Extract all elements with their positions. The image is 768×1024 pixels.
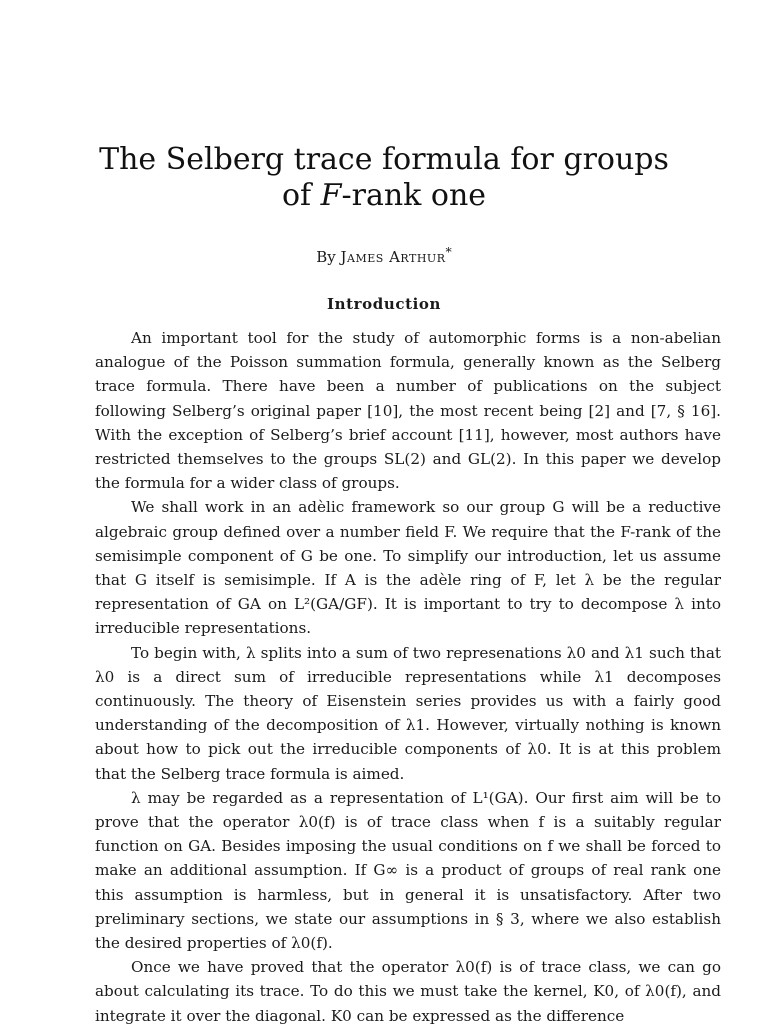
body-text — [95, 326, 721, 1024]
author-prefix: By — [316, 248, 341, 266]
author-line — [0, 242, 768, 267]
paragraph-4: λ may be regarded as a representation of L¹(GA). Our first aim will be to prove that the operator λ0(f) is of trace class when f is a suitably regular function on GA. Besides imposing the usual conditions on f we shall be forced to make an additional assumption. If G∞ is a product of groups of real rank one this assumption is harmless, but in general it is unsatisfactory. After two preliminary sections, we state our assumptions in § 3, where we also establish the desired properties of λ0(f). — [95, 788, 721, 953]
paragraph-5: Once we have proved that the operator λ0(f) is of trace class, we can go about calculating its trace. To do this we must take the kernel, K0, of λ0(f), and integrate it over the diagonal. K0 can be expressed as the difference — [95, 958, 721, 1024]
title-line-2-italic: F — [320, 178, 342, 213]
author-name: James Arthur — [340, 248, 446, 266]
title-line-2-prefix: of — [281, 178, 321, 213]
paragraph-2: We shall work in an adèlic framework so our group G will be a reductive algebraic group defined over a number field F. We require that the F-rank of the semisimple component of G be one. To simplify our introduction, let us assume that G itself is semisimple. If A is the adèle ring of F, let λ be the regular representation of GA on L²(GA/GF). It is important to try to decompose λ into irreducible representations. — [95, 498, 721, 638]
section-heading: Introduction — [326, 295, 442, 313]
title-line-1: The Selberg trace formula for groups — [99, 142, 669, 177]
title-line-2-suffix: -rank one — [341, 178, 487, 213]
paragraph-1: An important tool for the study of automorphic forms is a non-abelian analogue of the Poisson summation formula, generally known as the Selberg trace formula. There have been a number of publications on the subject following Selberg’s original paper [10], the most recent being [2] and [7, § 16]. With the exception of Selberg’s brief account [11], however, most authors have restricted themselves to the groups SL(2) and GL(2). In this paper we develop the formula for a wider class of groups. — [95, 329, 721, 493]
author-footnote-mark: * — [445, 244, 452, 259]
paragraph-3: To begin with, λ splits into a sum of two represenations λ0 and λ1 such that λ0 is a direct sum of irreducible representations while λ1 decomposes continuously. The theory of Eisenstein series provides us with a fairly good understanding of the decomposition of λ1. However, virtually nothing is known about how to pick out the irreducible components of λ0. It is at this problem that the Selberg trace formula is aimed. — [95, 643, 721, 783]
paper-title — [0, 142, 768, 214]
